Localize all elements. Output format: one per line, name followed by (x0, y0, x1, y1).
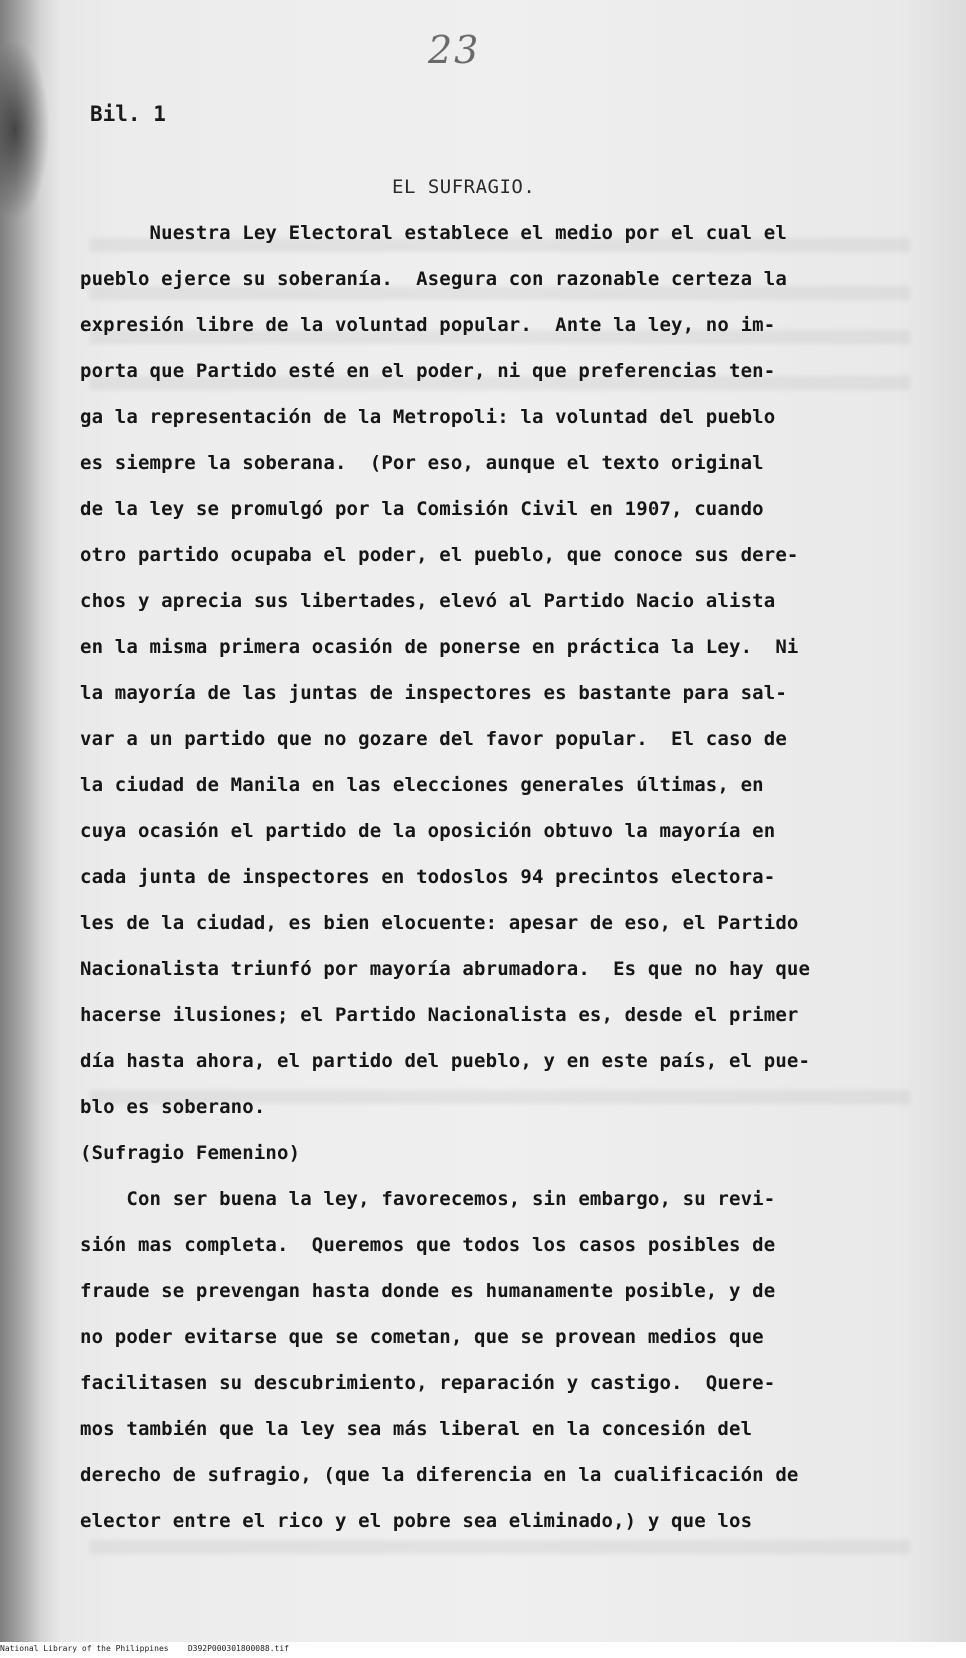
bill-label: Bil. 1 (90, 102, 166, 126)
text-line: no poder evitarse que se cometan, que se provean medios que (80, 1326, 764, 1348)
text-line: cuya ocasión el partido de la oposición obtuvo la mayoría en (80, 820, 776, 842)
text-line: día hasta ahora, el partido del pueblo, y en este país, el pue- (80, 1050, 811, 1072)
text-line: sión mas completa. Queremos que todos los casos posibles de (80, 1234, 776, 1256)
body-text (80, 210, 925, 1544)
text-line: es siempre la soberana. (Por eso, aunque el texto original (80, 452, 764, 474)
text-line: facilitasen su descubrimiento, reparación y castigo. Quere- (80, 1372, 776, 1394)
text-line: cada junta de inspectores en todoslos 94 precintos electora- (80, 866, 776, 888)
section-heading: (Sufragio Femenino) (80, 1142, 301, 1164)
text-line: var a un partido que no gozare del favor popular. El caso de (80, 728, 787, 750)
scan-footer: National Library of the Philippines D392P000301800088.tif (0, 1644, 289, 1653)
text-line: pueblo ejerce su soberanía. Asegura con razonable certeza la (80, 268, 787, 290)
text-line: fraude se prevengan hasta donde es humanamente posible, y de (80, 1280, 776, 1302)
text-line: otro partido ocupaba el poder, el pueblo, que conoce sus dere- (80, 544, 799, 566)
text-line: elector entre el rico y el pobre sea eliminado,) y que los (80, 1510, 753, 1532)
scan-edge-shadow (0, 0, 60, 1642)
text-line: la ciudad de Manila en las elecciones generales últimas, en (80, 774, 764, 796)
text-line: porta que Partido esté en el poder, ni que preferencias ten- (80, 360, 776, 382)
text-line: chos y aprecia sus libertades, elevó al Partido Nacio alista (80, 590, 776, 612)
text-line: derecho de sufragio, (que la diferencia en la cualificación de (80, 1464, 799, 1486)
text-line: la mayoría de las juntas de inspectores es bastante para sal- (80, 682, 787, 704)
text-line: Con ser buena la ley, favorecemos, sin embargo, su revi- (80, 1188, 776, 1210)
text-line: Nuestra Ley Electoral establece el medio por el cual el (80, 222, 787, 244)
text-line: expresión libre de la voluntad popular. Ante la ley, no im- (80, 314, 776, 336)
document-title: EL SUFRAGIO. (392, 176, 536, 198)
text-line: de la ley se promulgó por la Comisión Civil en 1907, cuando (80, 498, 764, 520)
text-line: Nacionalista triunfó por mayoría abrumadora. Es que no hay que (80, 958, 811, 980)
text-line: mos también que la ley sea más liberal en la concesión del (80, 1418, 753, 1440)
text-line: blo es soberano. (80, 1096, 266, 1118)
handwritten-page-number: 23 (428, 28, 481, 72)
text-line: ga la representación de la Metropoli: la voluntad del pueblo (80, 406, 776, 428)
text-line: les de la ciudad, es bien elocuente: apesar de eso, el Partido (80, 912, 799, 934)
text-line: en la misma primera ocasión de ponerse en práctica la Ley. Ni (80, 636, 799, 658)
text-line: hacerse ilusiones; el Partido Nacionalista es, desde el primer (80, 1004, 799, 1026)
